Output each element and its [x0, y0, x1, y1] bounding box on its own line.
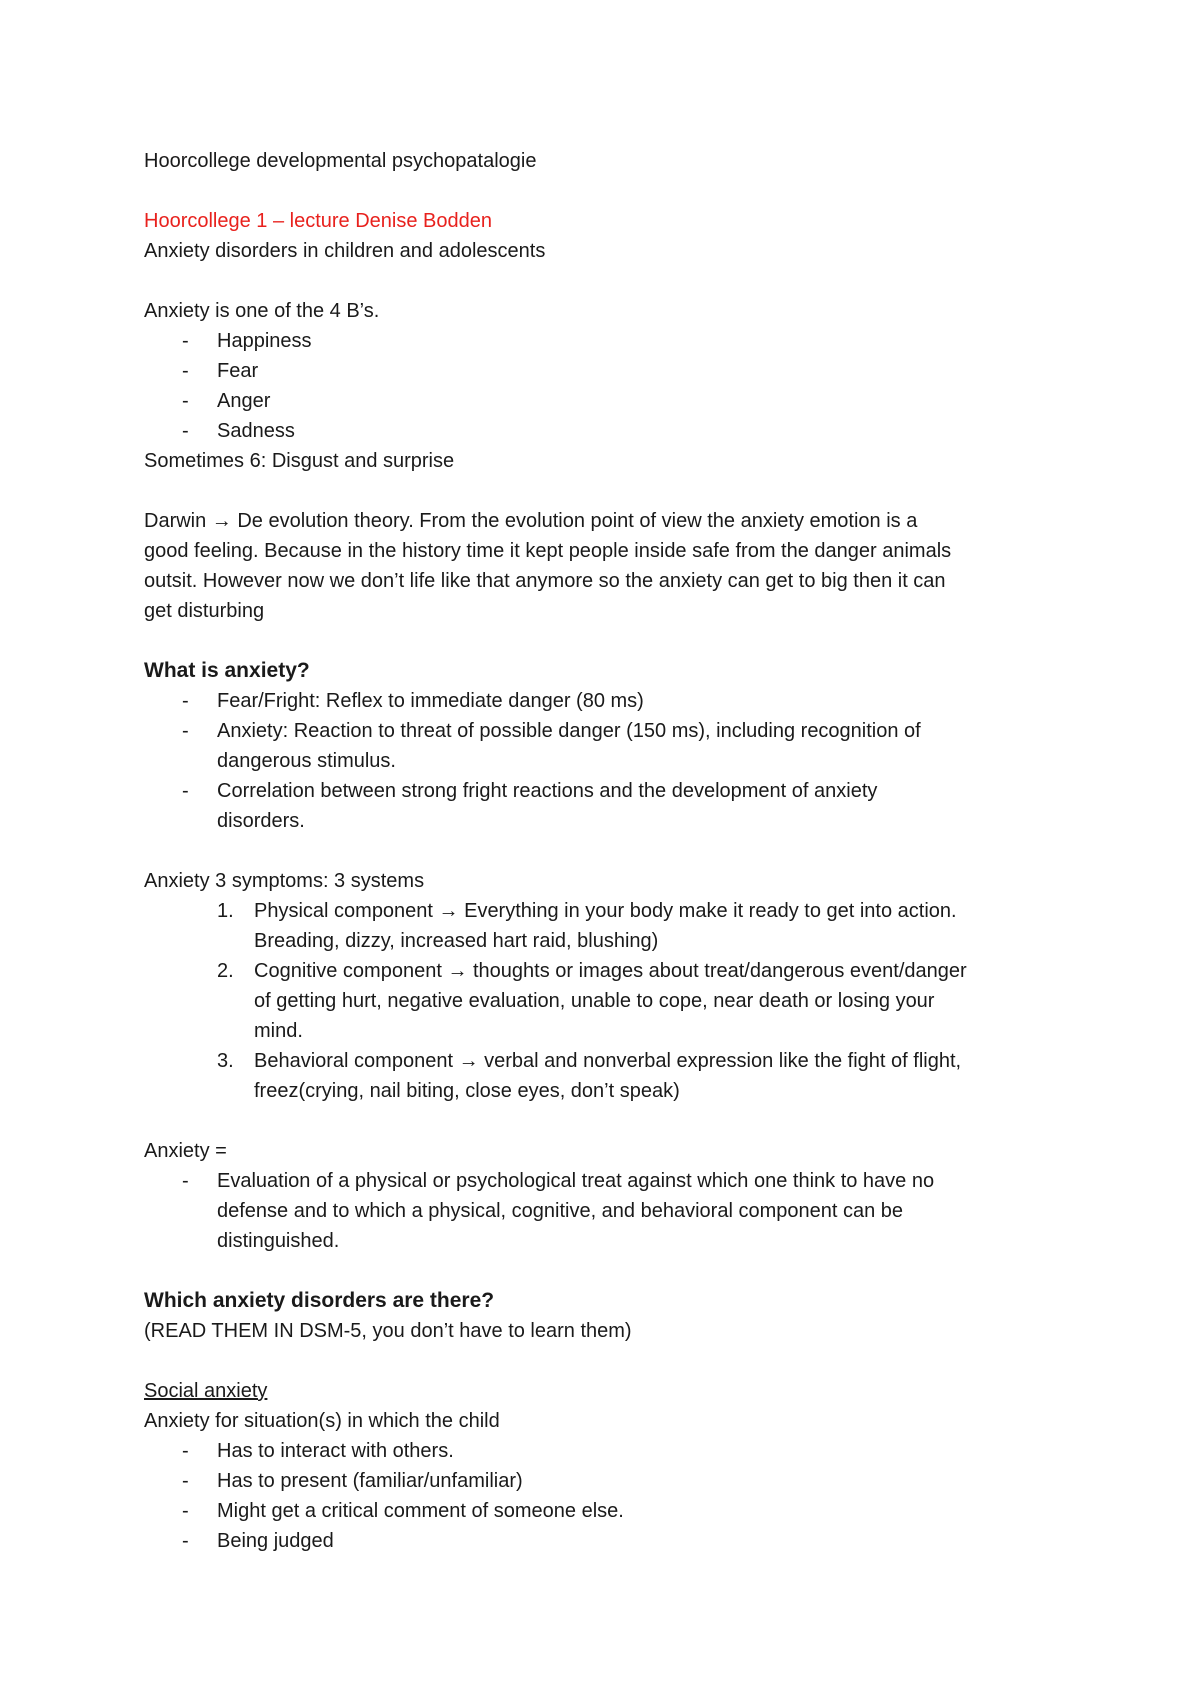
- list-item: 3. Behavioral component → verbal and nonverbal expression like the fight of flight, freez(crying, nail biting, close eyes, don’t speak): [217, 1050, 962, 1102]
- social-anxiety-heading: Social anxiety: [144, 1380, 268, 1402]
- list-item: - Sadness: [182, 420, 295, 442]
- list-item: - Fear: [182, 360, 259, 382]
- list-item: - Being judged: [182, 1530, 334, 1552]
- disorders-heading: Which anxiety disorders are there?: [144, 1289, 495, 1312]
- list-item: 1. Physical component → Everything in your body make it ready to get into action. Breading, dizzy, increased hart raid, blushing): [217, 900, 957, 952]
- document-title: Hoorcollege developmental psychopatalogie: [144, 150, 537, 172]
- lecture-heading: Hoorcollege 1 – lecture Denise Bodden: [144, 210, 492, 232]
- list-item: - Might get a critical comment of someone else.: [182, 1500, 624, 1522]
- list-item: - Evaluation of a physical or psychological treat against which one think to have no defense and to which a physical, cognitive, and behavioral component can be distinguished.: [182, 1170, 935, 1252]
- symptoms-intro: Anxiety 3 symptoms: 3 systems: [144, 870, 425, 892]
- list-item: 2. Cognitive component → thoughts or images about treat/dangerous event/danger of getting hurt, negative evaluation, unable to cope, near death or losing your mind.: [217, 960, 967, 1042]
- disorders-note: (READ THEM IN DSM-5, you don’t have to learn them): [144, 1320, 632, 1342]
- four-bs-note: Sometimes 6: Disgust and surprise: [144, 450, 455, 472]
- list-item: - Anger: [182, 390, 271, 412]
- darwin-paragraph: Darwin → De evolution theory. From the evolution point of view the anxiety emotion is a good feeling. Because in the history time it kept people inside safe from the danger animals outsit. However now we don’t life like that anymore so the anxiety can get to big then it can get disturbing: [144, 510, 952, 622]
- social-anxiety-list: [144, 1436, 1064, 1556]
- list-item: - Has to interact with others.: [182, 1440, 454, 1462]
- document-body: [144, 146, 1064, 1556]
- emotions-list: [144, 326, 1064, 446]
- social-anxiety-intro: Anxiety for situation(s) in which the child: [144, 1410, 500, 1432]
- symptoms-list: [144, 896, 1064, 1106]
- four-bs-intro: Anxiety is one of the 4 B’s.: [144, 300, 380, 322]
- list-item: - Correlation between strong fright reactions and the development of anxiety disorders.: [182, 780, 878, 832]
- list-item: - Fear/Fright: Reflex to immediate danger (80 ms): [182, 690, 644, 712]
- what-is-anxiety-list: [144, 686, 1064, 836]
- list-item: - Anxiety: Reaction to threat of possible danger (150 ms), including recognition of dangerous stimulus.: [182, 720, 921, 772]
- anxiety-definition-intro: Anxiety =: [144, 1140, 227, 1162]
- lecture-subtitle: Anxiety disorders in children and adolescents: [144, 240, 546, 262]
- list-item: - Happiness: [182, 330, 312, 352]
- list-item: - Has to present (familiar/unfamiliar): [182, 1470, 523, 1492]
- anxiety-definition-list: [144, 1166, 1064, 1256]
- what-is-anxiety-heading: What is anxiety?: [144, 659, 310, 682]
